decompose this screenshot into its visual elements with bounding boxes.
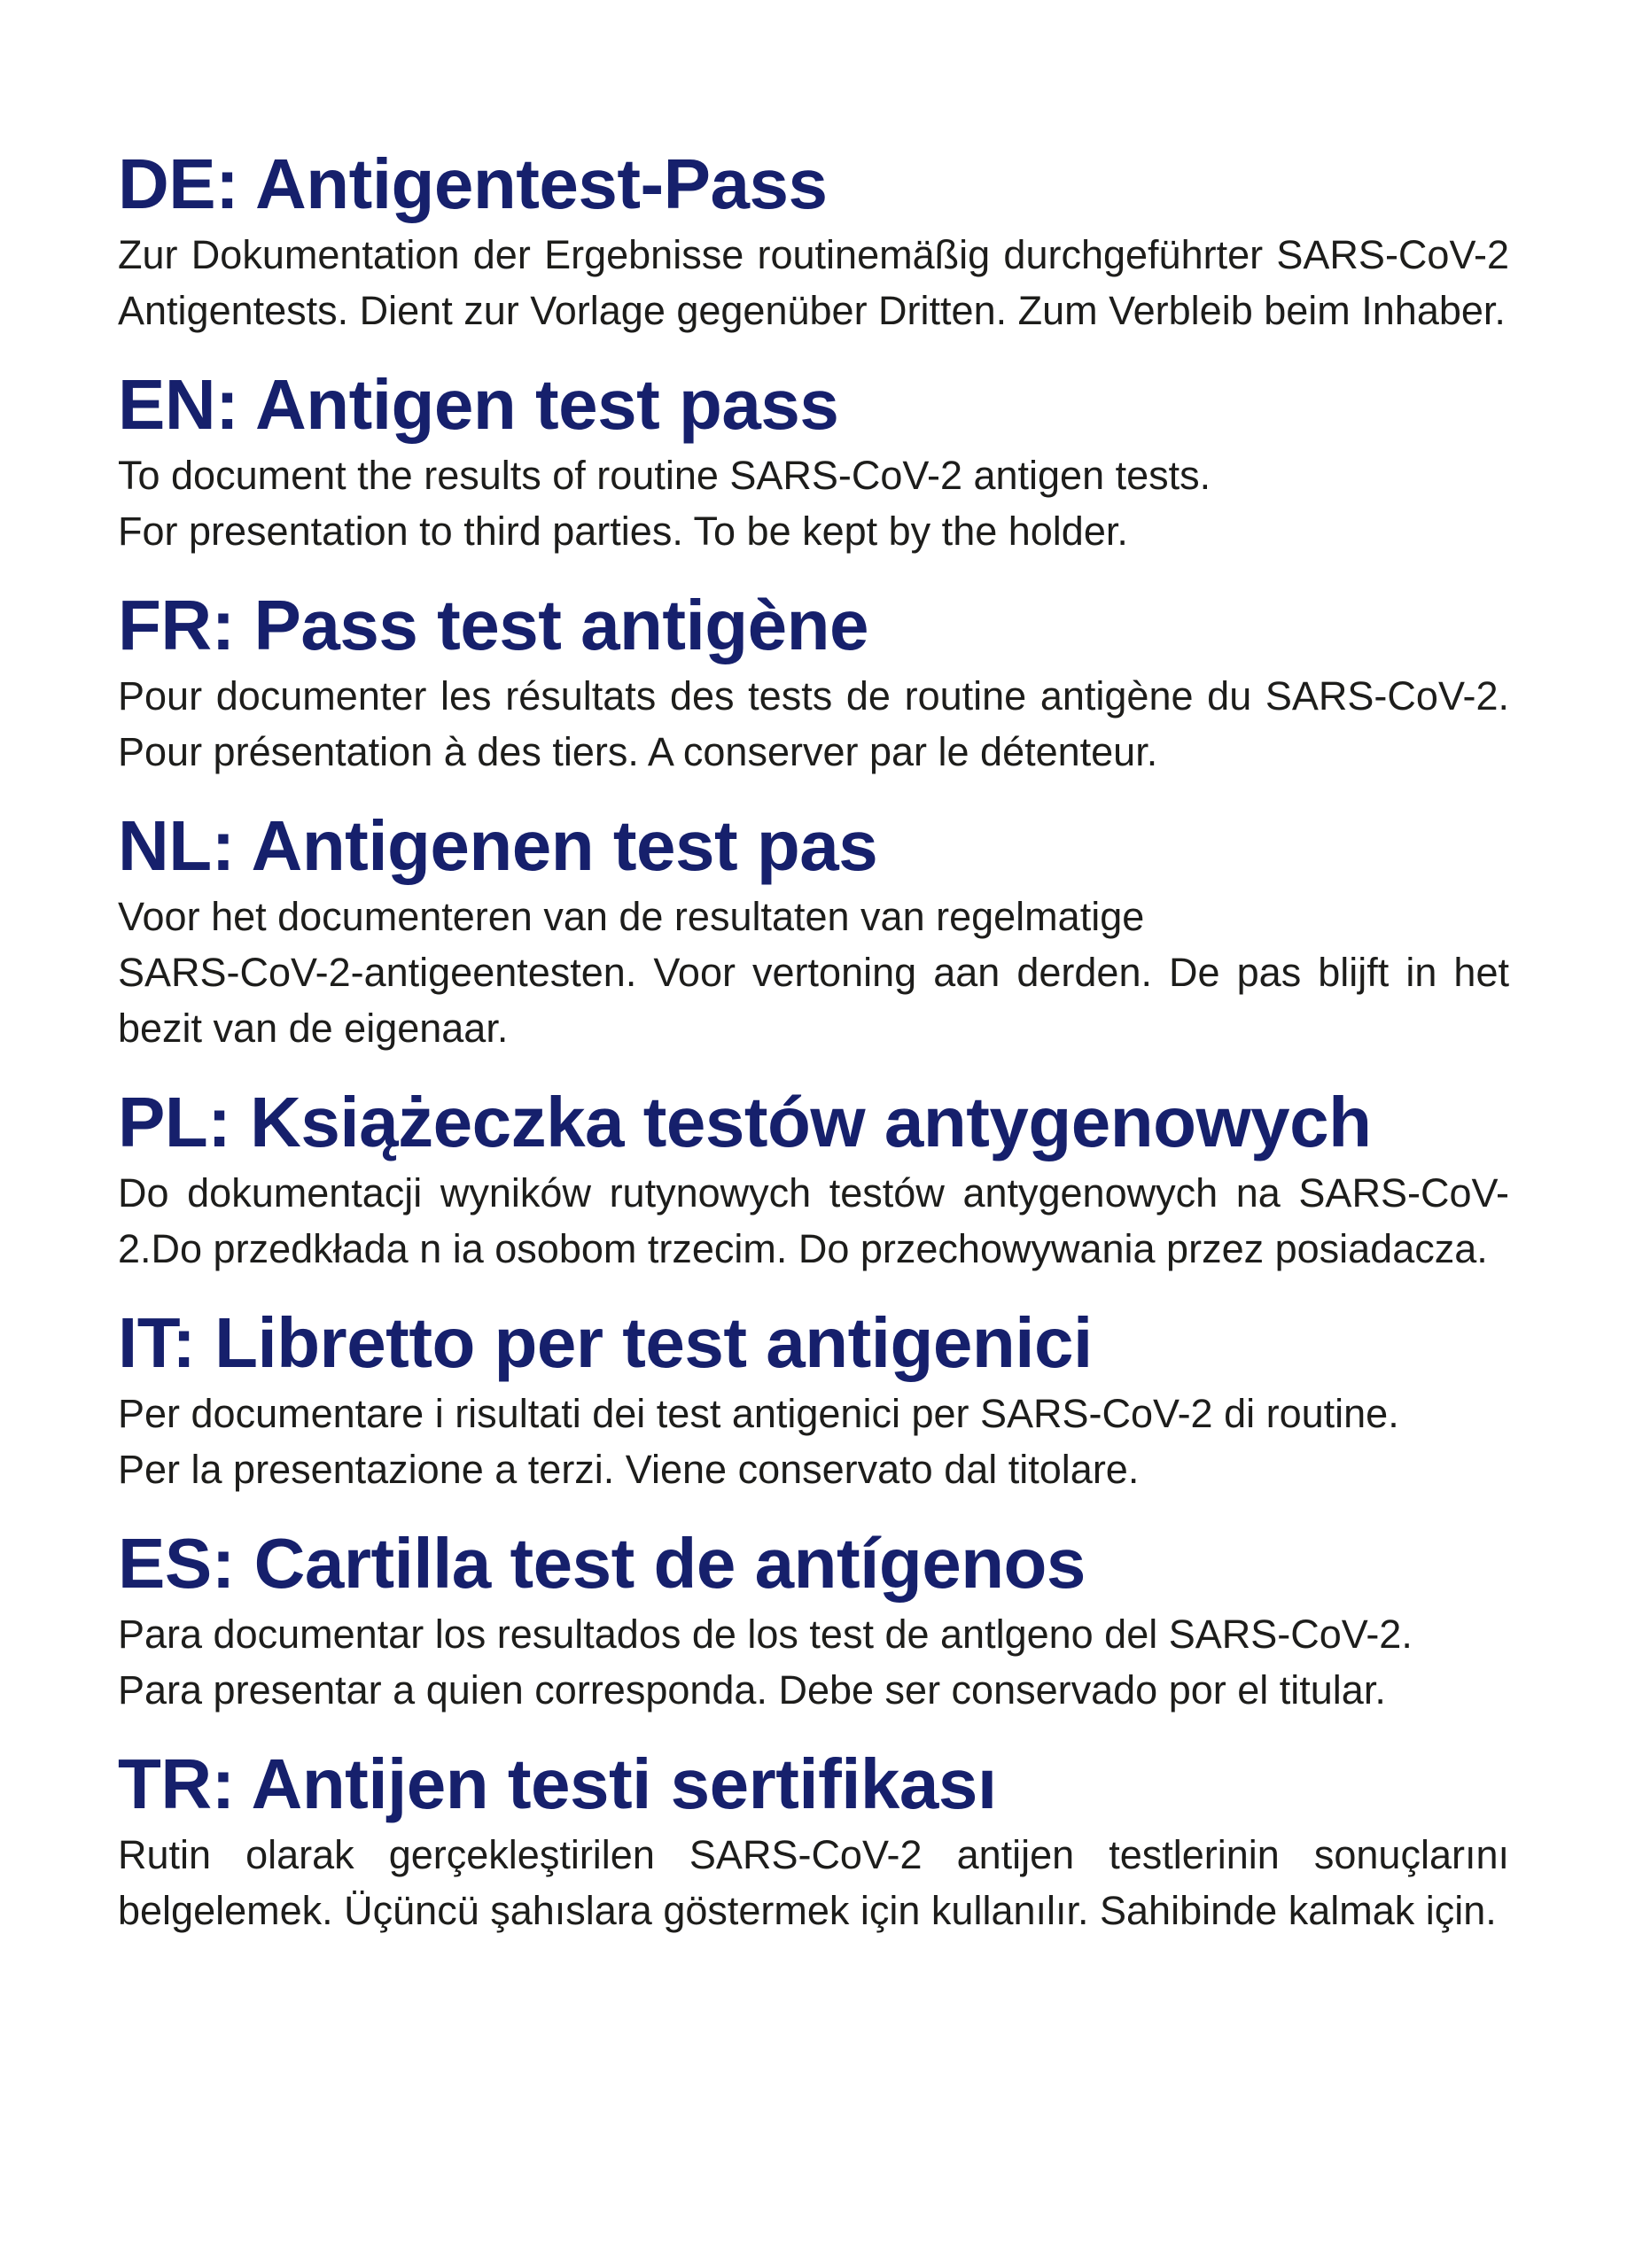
section-body-line: To document the results of routine SARS-CoV-2 antigen tests. bbox=[118, 453, 1211, 498]
section-heading: PL: Książeczka testów antygenowych bbox=[118, 1083, 1372, 1161]
section-body-line: Voor het documenteren van de resultaten van regelmatige bbox=[118, 894, 1145, 939]
section-body-line: Para documentar los resultados de los test de antlgeno del SARS-CoV-2. bbox=[118, 1612, 1413, 1657]
section-heading: NL: Antigenen test pas bbox=[118, 806, 878, 885]
section-es bbox=[118, 1521, 1509, 1718]
section-body: Zur Dokumentation der Ergebnisse routinemäßig durchgeführter SARS-CoV-2 Antigentests. Dient zur Vorlage gegenüber Dritten. Zum Verbleib beim Inhaber. bbox=[118, 232, 1509, 333]
section-heading: FR: Pass test antigène bbox=[118, 586, 869, 664]
section-body-line: SARS-CoV-2-antigeentesten. Voor vertoning aan derden. De pas blijft in het bezit van de eigenaar. bbox=[118, 950, 1509, 1051]
document-page bbox=[118, 142, 1509, 1962]
section-body-line: Per la presentazione a terzi. Viene conservato dal titolare. bbox=[118, 1447, 1140, 1492]
section-body-line: Para presentar a quien corresponda. Debe ser conservado por el titular. bbox=[118, 1667, 1386, 1713]
section-body: Rutin olarak gerçekleştirilen SARS-CoV-2 antijen testlerinin sonuçlarını belgelemek. Üçüncü şahıslara göstermek için kullanılır. Sahibinde kalmak için. bbox=[118, 1832, 1509, 1933]
section-en bbox=[118, 362, 1509, 559]
section-heading: IT: Libretto per test antigenici bbox=[118, 1303, 1093, 1382]
section-fr bbox=[118, 583, 1509, 780]
section-heading: EN: Antigen test pass bbox=[118, 365, 839, 444]
section-heading: ES: Cartilla test de antígenos bbox=[118, 1524, 1086, 1603]
section-body: Do dokumentacji wyników rutynowych testów antygenowych na SARS-CoV-2.Do przedkłada n ia osobom trzecim. Do przechowywania przez posiadacza. bbox=[118, 1170, 1509, 1271]
section-heading: TR: Antijen testi sertifikası bbox=[118, 1744, 997, 1823]
section-de bbox=[118, 142, 1509, 338]
section-body-line: For presentation to third parties. To be kept by the holder. bbox=[118, 509, 1128, 554]
section-nl bbox=[118, 804, 1509, 1056]
section-body: Pour documenter les résultats des tests de routine antigène du SARS-CoV-2. Pour présentation à des tiers. A conserver par le détenteur. bbox=[118, 673, 1509, 774]
section-pl bbox=[118, 1080, 1509, 1277]
section-it bbox=[118, 1301, 1509, 1497]
section-tr bbox=[118, 1742, 1509, 1938]
section-heading: DE: Antigentest-Pass bbox=[118, 144, 828, 223]
section-body-line: Per documentare i risultati dei test antigenici per SARS-CoV-2 di routine. bbox=[118, 1391, 1399, 1436]
